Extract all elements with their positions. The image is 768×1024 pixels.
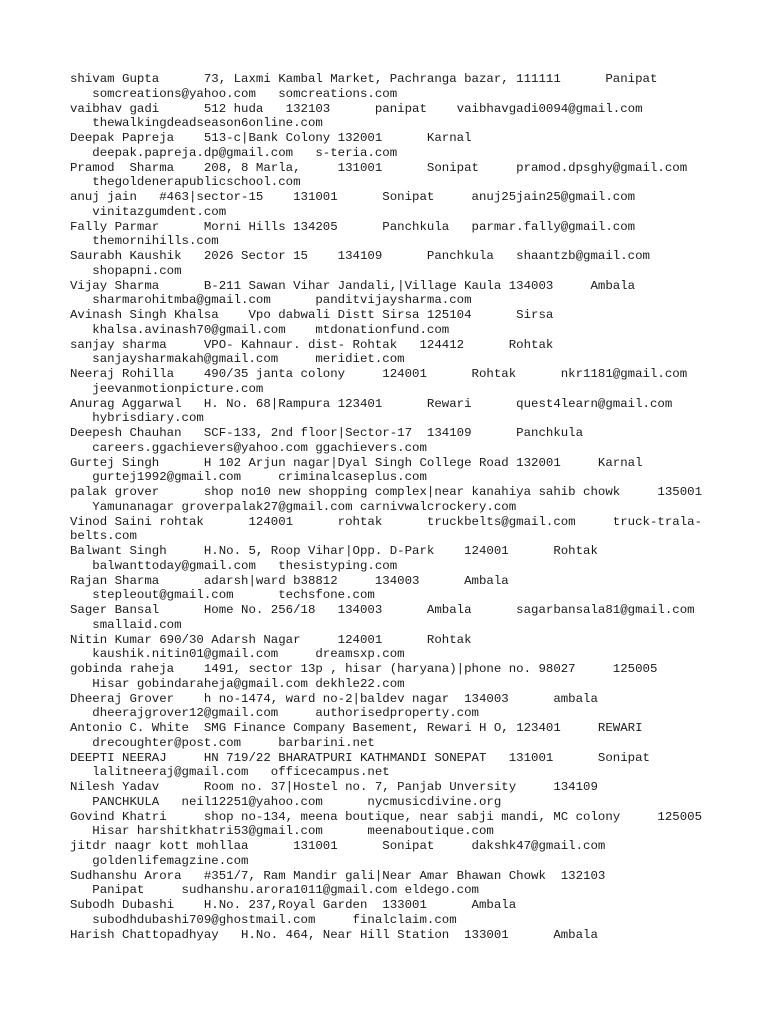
text-line: Nilesh Yadav Room no. 37|Hostel no. 7, Panjab Unversity 134109 (70, 780, 598, 794)
text-line: thegoldenerapublicschool.com (70, 175, 301, 190)
text-line: dheerajgrover12@gmail.com authorisedproperty.com (70, 706, 479, 721)
text-line: subodhdubashi709@ghostmail.com finalclaim.com (70, 912, 457, 927)
text-line: Saurabh Kaushik 2026 Sector 15 134109 Panchkula shaantzb@gmail.com (70, 249, 650, 263)
text-line: jeevanmotionpicture.com (70, 381, 264, 396)
text-line: kaushik.nitin01@gmail.com dreamsxp.com (70, 647, 405, 662)
text-line: shopapni.com (70, 263, 182, 278)
text-line: belts.com (70, 529, 137, 544)
text-line: Hisar harshitkhatri53@gmail.com meenaboutique.com (70, 824, 494, 839)
text-line: Fally Parmar Morni Hills 134205 Panchkula parmar.fally@gmail.com (70, 219, 636, 234)
text-line: Rajan Sharma adarsh|ward b38812 134003 Ambala (70, 573, 509, 588)
text-line: smallaid.com (70, 617, 182, 632)
text-line: careers.ggachievers@yahoo.com ggachievers.com (70, 440, 427, 455)
text-line: somcreations@yahoo.com somcreations.com (70, 86, 398, 101)
text-line: Antonio C. White SMG Finance Company Basement, Rewari H O, 123401 REWARI (70, 721, 643, 735)
text-line: Anurag Aggarwal H. No. 68|Rampura 123401 Rewari quest4learn@gmail.com (70, 396, 673, 411)
text-line: sanjaysharmakah@gmail.com meridiet.com (70, 352, 405, 367)
text-line: Yamunanagar groverpalak27@gmail.com carnivwalcrockery.com (70, 499, 517, 514)
text-line: vaibhav gadi 512 huda 132103 panipat vaibhavgadi0094@gmail.com (70, 101, 643, 116)
text-line: goldenlifemagzine.com (70, 853, 249, 868)
text-line: Deepesh Chauhan SCF-133, 2nd floor|Sector-17 134109 Panchkula (70, 426, 584, 440)
text-line: gobinda raheja 1491, sector 13p , hisar (haryana)|phone no. 98027 125005 (70, 662, 658, 676)
text-line: DEEPTI NEERAJ HN 719/22 BHARATPURI KATHMANDI SONEPAT 131001 Sonipat (70, 750, 650, 765)
text-line: khalsa.avinash70@gmail.com mtdonationfund.com (70, 322, 450, 337)
text-line: Subodh Dubashi H.No. 237,Royal Garden 133001 Ambala (70, 898, 517, 912)
text-line: gurtej1992@gmail.com criminalcaseplus.com (70, 470, 427, 485)
text-line: Deepak Papreja 513-c|Bank Colony 132001 Karnal (70, 131, 472, 145)
text-line: vinitazgumdent.com (70, 204, 227, 219)
text-line: Hisar gobindaraheja@gmail.com dekhle22.com (70, 676, 405, 691)
text-line: stepleout@gmail.com techsfone.com (70, 588, 375, 603)
text-line: Vinod Saini rohtak 124001 rohtak truckbelts@gmail.com truck-trala- (70, 514, 703, 529)
text-line: deepak.papreja.dp@gmail.com s-teria.com (70, 145, 398, 160)
text-line: balwanttoday@gmail.com thesistyping.com (70, 558, 398, 573)
text-line: shivam Gupta 73, Laxmi Kambal Market, Pachranga bazar, 111111 Panipat (70, 72, 658, 86)
text-line: jitdr naagr kott mohllaa 131001 Sonipat dakshk47@gmail.com (70, 839, 606, 853)
text-line: Dheeraj Grover h no-1474, ward no-2|baldev nagar 134003 ambala (70, 691, 598, 706)
text-line: Avinash Singh Khalsa Vpo dabwali Distt Sirsa 125104 Sirsa (70, 308, 554, 322)
text-line: PANCHKULA neil12251@yahoo.com nycmusicdivine.org (70, 794, 502, 809)
text-line: Govind Khatri shop no-134, meena boutique, near sabji mandi, MC colony 125005 (70, 809, 703, 824)
text-line: Gurtej Singh H 102 Arjun nagar|Dyal Singh College Road 132001 Karnal (70, 455, 643, 470)
text-line: anuj jain #463|sector-15 131001 Sonipat anuj25jain25@gmail.com (70, 190, 636, 204)
document-body (70, 72, 710, 942)
text-line: Nitin Kumar 690/30 Adarsh Nagar 124001 Rohtak (70, 632, 472, 647)
text-line: Sudhanshu Arora #351/7, Ram Mandir gali|Near Amar Bhawan Chowk 132103 (70, 868, 606, 883)
text-line: Sager Bansal Home No. 256/18 134003 Ambala sagarbansala81@gmail.com (70, 603, 695, 617)
text-line: drecoughter@post.com barbarini.net (70, 735, 375, 750)
text-line: thewalkingdeadseason6online.com (70, 116, 323, 131)
text-line: themornihills.com (70, 234, 219, 249)
text-line: Vijay Sharma B-211 Sawan Vihar Jandali,|Village Kaula 134003 Ambala (70, 278, 636, 293)
text-line: Pramod Sharma 208, 8 Marla, 131001 Sonipat pramod.dpsghy@gmail.com (70, 160, 688, 175)
text-line: hybrisdiary.com (70, 411, 204, 426)
text-line: palak grover shop no10 new shopping complex|near kanahiya sahib chowk 135001 (70, 485, 703, 499)
text-line: Harish Chattopadhyay H.No. 464, Near Hill Station 133001 Ambala (70, 927, 598, 942)
text-line: lalitneeraj@gmail.com officecampus.net (70, 765, 390, 780)
text-line: Balwant Singh H.No. 5, Roop Vihar|Opp. D-Park 124001 Rohtak (70, 544, 598, 558)
text-line: sharmarohitmba@gmail.com panditvijaysharma.com (70, 293, 472, 308)
text-line: Panipat sudhanshu.arora1011@gmail.com eldego.com (70, 883, 479, 898)
text-line: sanjay sharma VPO- Kahnaur. dist- Rohtak 124412 Rohtak (70, 337, 554, 352)
text-line: Neeraj Rohilla 490/35 janta colony 124001 Rohtak nkr1181@gmail.com (70, 367, 688, 381)
